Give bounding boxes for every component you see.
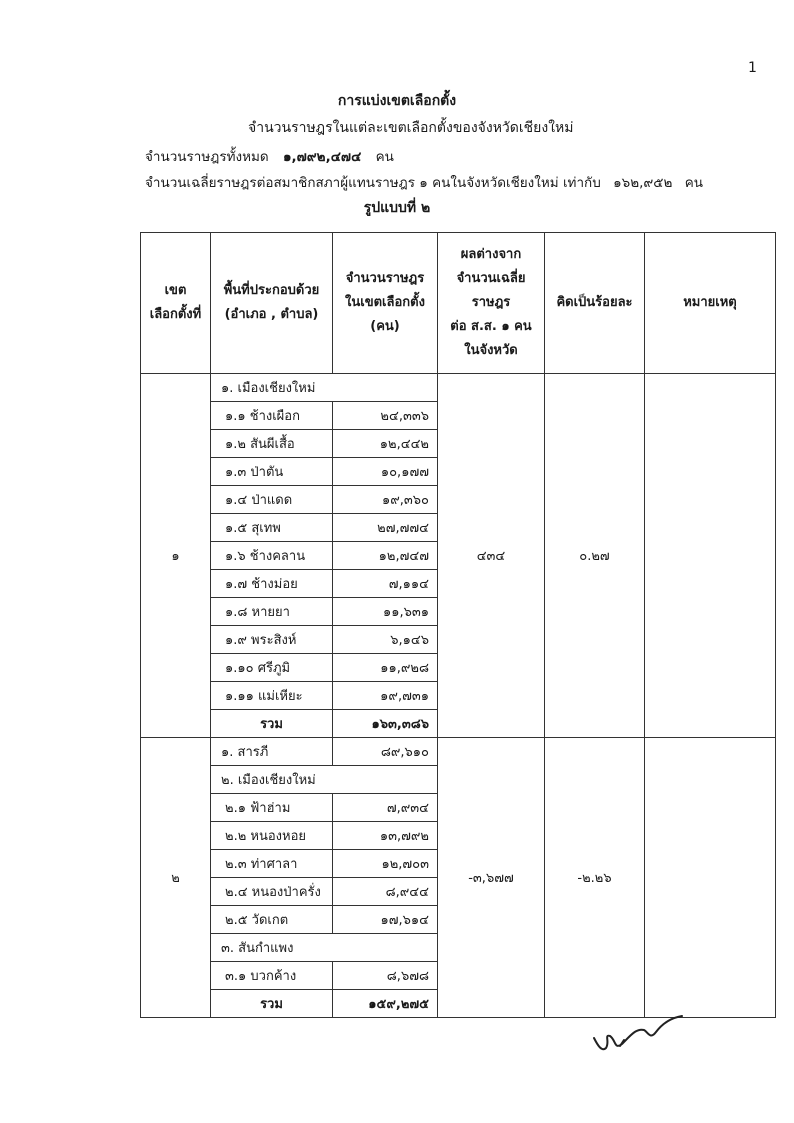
header-difference: ผลต่างจาก จำนวนเฉลี่ย ราษฎร ต่อ ส.ส. ๑ คน ในจังหวัด (438, 233, 545, 374)
area-name: ๑.๑๐ ศรีภูมิ (211, 654, 333, 682)
district-table (140, 232, 776, 1018)
area-name: ๑.๗ ช้างม่อย (211, 570, 333, 598)
total-value: ๑๕๙,๒๗๕ (333, 990, 438, 1018)
group-row (141, 374, 776, 402)
area-name: ๓.๑ บวกค้าง (211, 962, 333, 990)
page-number: 1 (748, 60, 757, 76)
area-name: ๒.๕ วัดเกต (211, 906, 333, 934)
document-title: การแบ่งเขตเลือกตั้ง (337, 93, 457, 109)
population-value: ๒๔,๓๓๖ (333, 402, 438, 430)
population-value: ๑๑,๙๒๘ (333, 654, 438, 682)
header-remark: หมายเหตุ (645, 233, 776, 374)
header-percent: คิดเป็นร้อยละ (545, 233, 645, 374)
total-label: รวม (211, 990, 333, 1018)
average-line (145, 171, 703, 193)
header-population: จำนวนราษฎร ในเขตเลือกตั้ง (คน) (333, 233, 438, 374)
header-district: เขต เลือกตั้งที่ (141, 233, 211, 374)
population-value: ๑๑,๖๓๑ (333, 598, 438, 626)
population-value: ๑๗,๖๑๔ (333, 906, 438, 934)
header-area: พื้นที่ประกอบด้วย (อำเภอ , ตำบล) (211, 233, 333, 374)
average-label: จำนวนเฉลี่ยราษฎรต่อสมาชิกสภาผู้แทนราษฎร ๑ คนในจังหวัดเชียงใหม่ เท่ากับ (145, 175, 601, 191)
area-name: ๑.๑๑ แม่เหียะ (211, 682, 333, 710)
area-group-name: ๓. สันกำแพง (211, 934, 438, 962)
population-value: ๑๒,๔๔๒ (333, 430, 438, 458)
population-value: ๑๙,๗๓๑ (333, 682, 438, 710)
remark-cell (645, 738, 776, 1018)
table-body (141, 374, 776, 1018)
area-group-name: ๒. เมืองเชียงใหม่ (211, 766, 438, 794)
population-value: ๗,๑๑๔ (333, 570, 438, 598)
district-number: ๒ (141, 738, 211, 1018)
area-group-name: ๑. เมืองเชียงใหม่ (211, 374, 438, 402)
population-value: ๘,๙๔๔ (333, 878, 438, 906)
difference-value: -๓,๖๗๗ (438, 738, 545, 1018)
population-value: ๑๒,๗๔๗ (333, 542, 438, 570)
population-value: ๑๓,๗๙๒ (333, 822, 438, 850)
total-population-label: จำนวนราษฎรทั้งหมด (145, 149, 269, 165)
area-name: ๑.๒ สันผีเสื้อ (211, 430, 333, 458)
total-population-value: ๑,๗๙๒,๔๗๔ (282, 149, 362, 165)
average-unit: คน (684, 175, 703, 191)
area-name: ๑.๘ หายยา (211, 598, 333, 626)
percent-value: -๒.๒๖ (545, 738, 645, 1018)
average-value: ๑๖๒,๙๕๒ (613, 175, 673, 191)
header-row (141, 233, 776, 374)
remark-cell (645, 374, 776, 738)
difference-value: ๔๓๔ (438, 374, 545, 738)
area-name: ๒.๒ หนองหอย (211, 822, 333, 850)
area-name: ๑.๕ สุเทพ (211, 514, 333, 542)
population-value: ๗,๙๓๔ (333, 794, 438, 822)
document-subtitle: จำนวนราษฎรในแต่ละเขตเลือกตั้งของจังหวัดเชียงใหม่ (248, 120, 574, 136)
population-value: ๘,๖๗๘ (333, 962, 438, 990)
population-value: ๒๗,๗๗๔ (333, 514, 438, 542)
population-value: ๑๒,๗๐๓ (333, 850, 438, 878)
area-name: ๑.๑ ช้างเผือก (211, 402, 333, 430)
district-number: ๑ (141, 374, 211, 738)
population-value: ๑๐,๑๗๗ (333, 458, 438, 486)
total-label: รวม (211, 710, 333, 738)
area-name: ๒.๔ หนองป่าครั่ง (211, 878, 333, 906)
signature (590, 1010, 700, 1060)
area-name: ๑.๙ พระสิงห์ (211, 626, 333, 654)
total-population-unit: คน (375, 149, 394, 165)
population-value: ๘๙,๖๑๐ (333, 738, 438, 766)
table-row (141, 738, 776, 766)
area-name: ๒.๓ ท่าศาลา (211, 850, 333, 878)
total-population-line (145, 145, 394, 167)
population-value: ๑๙,๓๖๐ (333, 486, 438, 514)
area-name: ๑. สารภี (211, 738, 333, 766)
area-name: ๑.๓ ป่าตัน (211, 458, 333, 486)
area-name: ๒.๑ ฟ้าฮ่าม (211, 794, 333, 822)
area-name: ๑.๖ ช้างคลาน (211, 542, 333, 570)
area-name: ๑.๔ ป่าแดด (211, 486, 333, 514)
percent-value: ๐.๒๗ (545, 374, 645, 738)
total-value: ๑๖๓,๓๘๖ (333, 710, 438, 738)
form-label: รูปแบบที่ ๒ (363, 200, 431, 216)
population-value: ๖,๑๔๖ (333, 626, 438, 654)
